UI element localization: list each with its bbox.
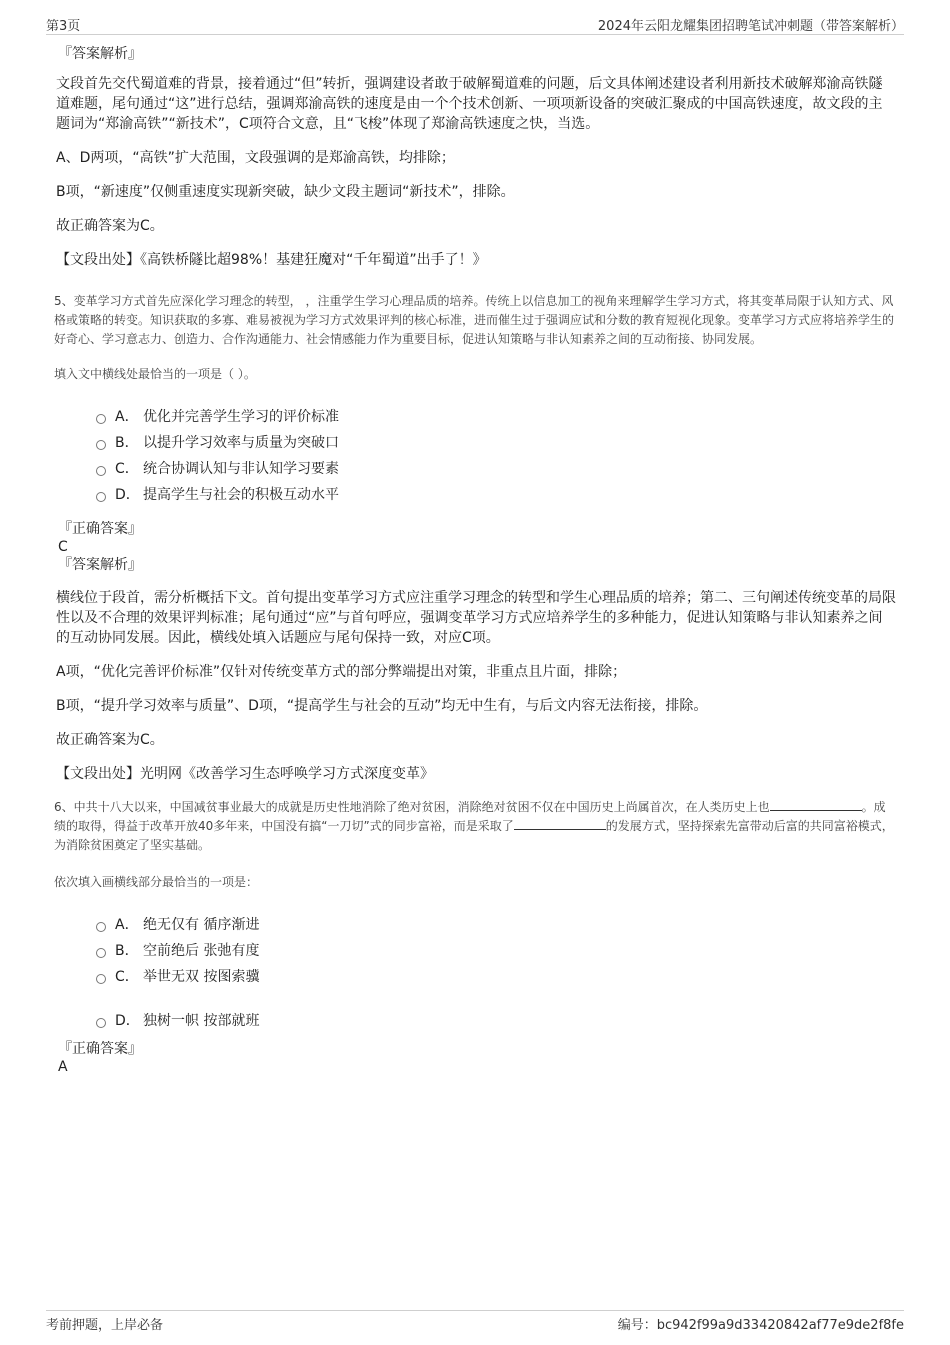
document-id: 编号：bc942f99a9d33420842af77e9de2f8fe (617, 1318, 904, 1333)
radio-icon[interactable] (96, 466, 106, 476)
option-a[interactable]: A． 绝无仅有 循序渐进 (96, 912, 896, 938)
page-number: 第3页 (46, 19, 81, 34)
page-header (46, 12, 904, 35)
analysis-paragraph: A项，“优化完善评价标准”仅针对传统变革方式的部分弊端提出对策，非重点且片面，排除； (56, 664, 627, 680)
option-c[interactable]: C． 统合协调认知与非认知学习要素 (96, 456, 896, 482)
question-5-prompt: 填入文中横线处最恰当的一项是（ ）。 (54, 367, 256, 381)
footer-slogan: 考前押题，上岸必备 (46, 1318, 164, 1333)
analysis-paragraph: A、D两项，“高铁”扩大范围，文段强调的是郑渝高铁，均排除； (56, 150, 455, 166)
radio-icon[interactable] (96, 1018, 106, 1028)
analysis-label: 『答案解析』 (58, 46, 142, 62)
source-citation: 【文段出处】光明网《改善学习生态呼唤学习方式深度变革》 (56, 766, 434, 782)
option-c[interactable]: C． 举世无双 按图索骥 (96, 964, 896, 990)
analysis-paragraph: B项，“新速度”仅侧重速度实现新突破，缺少文段主题词“新技术”，排除。 (56, 184, 515, 200)
option-d[interactable]: D． 提高学生与社会的积极互动水平 (96, 482, 896, 508)
document-title: 2024年云阳龙耀集团招聘笔试冲刺题（带答案解析） (597, 19, 904, 34)
radio-icon[interactable] (96, 492, 106, 502)
question-5-options (96, 404, 896, 508)
analysis-paragraph: B项，“提升学习效率与质量”、D项，“提高学生与社会的互动”均无中生有，与后文内容无法衔接，排除。 (56, 698, 708, 714)
question-6-prompt: 依次填入画横线部分最恰当的一项是： (54, 875, 259, 889)
option-b[interactable]: B． 空前绝后 张弛有度 (96, 938, 896, 964)
correct-answer-value: C (58, 539, 68, 555)
page-footer (46, 1310, 904, 1335)
analysis-paragraph: 文段首先交代蜀道难的背景，接着通过“但”转折，强调建设者敢于破解蜀道难的问题，后文具体阐述建设者利用新技术破解郑渝高铁隧道难题，尾句通过“这”进行总结，强调郑渝高铁的速度是由一个个技术创新、一项项新设备的突破汇聚成的中国高铁速度，故文段的主题词为“郑渝高铁”“新技术”，C项符合文意，且“飞梭”体现了郑渝高铁速度之快，当选。 (56, 76, 883, 132)
radio-icon[interactable] (96, 974, 106, 984)
analysis-conclusion: 故正确答案为C。 (56, 732, 164, 748)
question-6-options (96, 912, 896, 1034)
fill-blank (770, 798, 862, 811)
question-6-text: 6、中共十八大以来，中国减贫事业最大的成就是历史性地消除了绝对贫困，消除绝对贫困不仅在中国历史上尚属首次，在人类历史上也 。成绩的取得，得益于改革开放40多年来，中国没有搞“一刀切”式的同步富裕，而是采取了 的发展方式，坚持探索先富带动后富的共同富裕模式，为消除贫困奠定了坚实基础。 (54, 800, 894, 852)
radio-icon[interactable] (96, 922, 106, 932)
correct-answer-value: A (58, 1059, 68, 1075)
radio-icon[interactable] (96, 414, 106, 424)
option-d[interactable]: D． 独树一帜 按部就班 (96, 1008, 896, 1034)
fill-blank (514, 817, 606, 830)
option-b[interactable]: B． 以提升学习效率与质量为突破口 (96, 430, 896, 456)
analysis-label: 『答案解析』 (58, 557, 142, 573)
source-citation: 【文段出处】《高铁桥隧比超98%！基建狂魔对“千年蜀道”出手了！》 (56, 252, 487, 268)
analysis-paragraph: 横线位于段首，需分析概括下文。首句提出变革学习方式应注重学习理念的转型和学生心理品质的培养；第二、三句阐述传统变革的局限性以及不合理的效果评判标准；尾句通过“应”与首句呼应，强调变革学习方式应培养学生的多种能力，促进认知策略与非认知素养之间的互动协同发展。因此，横线处填入话题应与尾句保持一致，对应C项。 (56, 590, 896, 646)
radio-icon[interactable] (96, 440, 106, 450)
question-5-text: 5、变革学习方式首先应深化学习理念的转型， ，注重学生学习心理品质的培养。传统上以信息加工的视角来理解学生学习方式，将其变革局限于认知方式、风格或策略的转变。知识获取的多寡、难易被视为学习方式效果评判的核心标准，进而催生过于强调应试和分数的教育短视化现象。变革学习方式应将培养学生的好奇心、学习意志力、创造力、合作沟通能力、社会情感能力作为重要目标，促进认知策略与非认知素养之间的互动衔接、协同发展。 (54, 294, 895, 346)
page-content (56, 44, 896, 1076)
correct-answer-label: 『正确答案』 (58, 521, 142, 537)
correct-answer-label: 『正确答案』 (58, 1041, 142, 1057)
option-a[interactable]: A． 优化并完善学生学习的评价标准 (96, 404, 896, 430)
analysis-conclusion: 故正确答案为C。 (56, 218, 164, 234)
radio-icon[interactable] (96, 948, 106, 958)
